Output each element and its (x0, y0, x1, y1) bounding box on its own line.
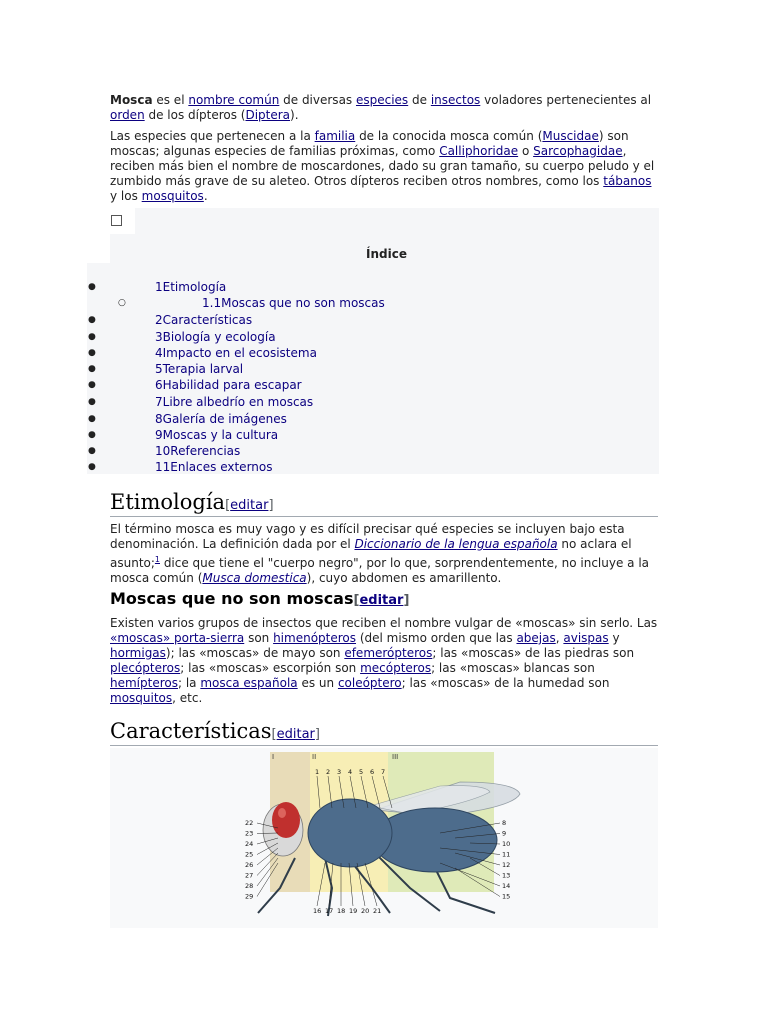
toc-link[interactable]: 1Etimología (155, 280, 227, 294)
link-mosquitos-2[interactable]: mosquitos (110, 691, 173, 705)
label-left-24: 24 (245, 840, 254, 848)
toc-item-2[interactable] (155, 313, 252, 327)
label-bottom-16: 16 (313, 907, 322, 915)
toc-bullet: ● (88, 364, 96, 374)
label-left-23: 23 (245, 829, 254, 838)
label-top-4: 4 (348, 768, 353, 776)
link-mosca-espanola[interactable]: mosca española (200, 676, 298, 690)
toc-bullet: ● (88, 348, 96, 358)
edit-link[interactable]: editar (359, 593, 404, 608)
toc-link[interactable]: 8Galería de imágenes (155, 412, 287, 426)
label-top-5: 5 (359, 768, 364, 776)
label-top-2: 2 (326, 768, 331, 776)
toc-item-10[interactable] (155, 444, 240, 458)
toc-title: Índice (366, 247, 407, 261)
left-labels (245, 819, 253, 901)
link-musca-domestica[interactable]: Musca domestica (202, 571, 307, 585)
link-coleoptero[interactable]: coleóptero (337, 676, 402, 690)
toc-link[interactable]: 10Referencias (155, 444, 241, 458)
toc-item-5[interactable] (155, 362, 243, 376)
intro-term: Mosca (110, 93, 153, 107)
region-label-3: III (392, 753, 399, 761)
etimologia-paragraph: El término mosca es muy vago y es difícil precisar qué especies se incluyen bajo esta denominación. La definición dada por el Diccionario de la lengua española no aclara el asunto;$^1$ dice que tiene el "cuerpo negro", por lo que, sorprendentemente, no incluye a la mosca común (Musca domestica), cuyo abdomen es amarillento. (110, 522, 650, 585)
toc-bullet: ● (88, 380, 96, 390)
toc-link[interactable]: 6Habilidad para escapar (155, 378, 302, 392)
link-himenopteros[interactable]: himenópteros (273, 631, 357, 645)
toc-item-11[interactable] (155, 460, 273, 474)
fly-anatomy-diagram[interactable] (110, 748, 658, 928)
link-hemipteros[interactable]: hemípteros (110, 676, 178, 690)
label-right-11: 11 (502, 850, 511, 859)
label-bottom-21: 21 (373, 907, 382, 915)
toc-bullet: ● (88, 332, 96, 342)
fly-eye (272, 802, 300, 838)
edit-link[interactable]: editar (230, 498, 269, 513)
toc-toggle-checkbox[interactable] (111, 215, 122, 226)
toc-bullet: ● (88, 397, 96, 407)
label-right-12: 12 (502, 861, 511, 869)
label-right-8: 8 (502, 819, 507, 827)
toc-bullet: ● (88, 430, 96, 440)
label-left-29: 29 (245, 892, 254, 901)
toc-item-7[interactable] (155, 395, 313, 409)
edit-section-etimologia: [editar] (225, 498, 274, 513)
label-bottom-19: 19 (349, 907, 358, 915)
label-top-1: 1 (315, 768, 320, 776)
link-mosquitos[interactable]: mosquitos (141, 189, 204, 203)
label-left-26: 26 (245, 861, 254, 869)
toc-bullet: ● (88, 282, 96, 292)
right-labels (502, 819, 510, 901)
heading-caracteristicas: Características[editar] (110, 719, 658, 746)
bottom-labels (313, 907, 381, 915)
toc-link[interactable]: 4Impacto en el ecosistema (155, 346, 317, 360)
label-left-22: 22 (245, 819, 254, 827)
toc-link[interactable]: 11Enlaces externos (155, 460, 273, 474)
link-sarcophagidae[interactable]: Sarcophagidae (533, 144, 623, 158)
toc-item-1-1[interactable] (202, 296, 385, 310)
toc-item-3[interactable] (155, 330, 276, 344)
label-bottom-17: 17 (325, 907, 334, 915)
label-right-14: 14 (502, 882, 511, 890)
edit-section-caracteristicas: [editar] (271, 727, 320, 742)
link-diccionario[interactable]: Diccionario de la lengua española (354, 537, 558, 551)
label-right-13: 13 (502, 871, 511, 880)
label-top-6: 6 (370, 768, 375, 776)
link-porta-sierra[interactable]: «moscas» porta-sierra (110, 631, 245, 645)
eye-highlight (278, 808, 286, 818)
label-left-28: 28 (245, 882, 254, 890)
link-diptera[interactable]: Diptera (245, 108, 291, 122)
toc-item-4[interactable] (155, 346, 317, 360)
toc-link[interactable]: 7Libre albedrío en moscas (155, 395, 314, 409)
link-plecopteros[interactable]: plecópteros (110, 661, 181, 675)
toc-link[interactable]: 5Terapia larval (155, 362, 244, 376)
link-insectos[interactable]: insectos (430, 93, 481, 107)
link-efemeropteros[interactable]: efemerópteros (344, 646, 433, 660)
toc-item-1[interactable] (155, 280, 226, 294)
link-especies[interactable]: especies (355, 93, 409, 107)
toc-link[interactable]: 1.1Moscas que no son moscas (202, 296, 385, 310)
toc-bullet: ● (88, 315, 96, 325)
toc-bullet: ● (88, 462, 96, 472)
heading-etimologia: Etimología[editar] (110, 490, 658, 517)
toc-item-6[interactable] (155, 378, 302, 392)
region-label-1: I (272, 753, 275, 761)
link-familia[interactable]: familia (314, 129, 356, 143)
region-label-2: II (312, 753, 317, 761)
toc-corner (87, 208, 110, 263)
toc-item-9[interactable] (155, 428, 278, 442)
toc-bullet: ● (88, 414, 96, 424)
label-left-25: 25 (245, 850, 254, 859)
link-avispas[interactable]: avispas (563, 631, 609, 645)
link-hormigas[interactable]: hormigas (110, 646, 166, 660)
link-tabanos[interactable]: tábanos (603, 174, 652, 188)
label-right-10: 10 (502, 840, 511, 848)
label-top-3: 3 (337, 768, 342, 776)
link-muscidae[interactable]: Muscidae (542, 129, 599, 143)
label-top-7: 7 (381, 768, 386, 776)
edit-link[interactable]: editar (276, 727, 315, 742)
label-bottom-20: 20 (361, 907, 370, 915)
toc-subbullet: ○ (118, 298, 126, 308)
link-nombre-comun[interactable]: nombre común (188, 93, 280, 107)
label-left-27: 27 (245, 871, 254, 880)
link-mecopteros[interactable]: mecópteros (360, 661, 432, 675)
label-right-9: 9 (502, 829, 507, 838)
second-paragraph: Las especies que pertenecen a la familia de la conocida mosca común (Muscidae) son moscas; algunas especies de familias próximas, como Calliphoridae o Sarcophagidae, reciben más bien el nombre de moscardones, dado su gran tamaño, su cuerpo peludo y el zumbido más grave de su aleteo. Otros dípteros reciben otros nombres, como los tábanos y los mosquitos. (110, 129, 655, 203)
link-orden[interactable]: orden (110, 108, 145, 122)
edit-section-moscas: [editar] (353, 593, 410, 608)
link-calliphoridae[interactable]: Calliphoridae (439, 144, 519, 158)
intro-paragraph: Mosca es el nombre común de diversas especies de insectos voladores pertenecientes al orden de los dípteros (Diptera). (110, 93, 652, 122)
toc-item-8[interactable] (155, 412, 287, 426)
toc-link[interactable]: 2Características (155, 313, 253, 327)
label-bottom-18: 18 (337, 907, 346, 915)
toc-link[interactable]: 3Biología y ecología (155, 330, 276, 344)
label-right-15: 15 (502, 892, 511, 901)
reference-1[interactable]: 1 (154, 555, 160, 564)
heading-moscas-no-moscas: Moscas que no son moscas[editar] (110, 589, 410, 608)
fly-thorax (308, 799, 392, 867)
moscas-no-paragraph: Existen varios grupos de insectos que reciben el nombre vulgar de «moscas» sin serlo. Las «moscas» porta-sierra son himenópteros (del mismo orden que las abejas, avispas y hormigas); las «moscas» de mayo son efemerópteros; las «moscas» de las piedras son plecópteros; las «moscas» escorpión son mecópteros; las «moscas» blancas son hemípteros; la mosca española es un coleóptero; las «moscas» de la humedad son mosquitos, etc. (110, 616, 658, 705)
toc-link[interactable]: 9Moscas y la cultura (155, 428, 279, 442)
toc-bullet: ● (88, 446, 96, 456)
link-abejas[interactable]: abejas (516, 631, 556, 645)
